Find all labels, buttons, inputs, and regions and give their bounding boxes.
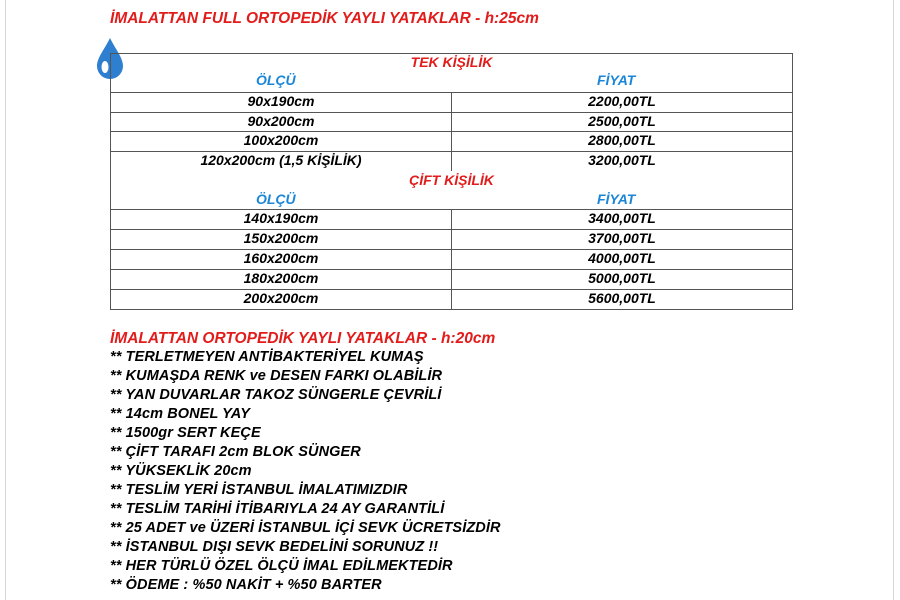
feature-item: ** 1500gr SERT KEÇE bbox=[110, 425, 261, 441]
section-title-second: İMALATTAN ORTOPEDİK YAYLI YATAKLAR - h:20cm bbox=[110, 330, 496, 347]
price-cell: 3700,00TL bbox=[588, 230, 656, 246]
size-cell: 120x200cm (1,5 KİŞİLİK) bbox=[200, 152, 362, 168]
column-header-size: ÖLÇÜ bbox=[256, 72, 296, 88]
feature-item: ** ÇİFT TARAFI 2cm BLOK SÜNGER bbox=[110, 444, 361, 460]
section-title-single: TEK KİŞİLİK bbox=[410, 54, 493, 70]
feature-item: ** YAN DUVARLAR TAKOZ SÜNGERLE ÇEVRİLİ bbox=[110, 387, 442, 403]
price-cell: 2500,00TL bbox=[588, 113, 656, 129]
feature-item: ** 14cm BONEL YAY bbox=[110, 406, 251, 422]
section-title-double: ÇİFT KİŞİLİK bbox=[409, 172, 494, 188]
size-cell: 150x200cm bbox=[243, 230, 319, 246]
size-cell: 180x200cm bbox=[243, 270, 319, 286]
price-cell: 3400,00TL bbox=[588, 210, 656, 226]
price-cell: 5000,00TL bbox=[588, 270, 656, 286]
price-cell: 5600,00TL bbox=[588, 290, 656, 306]
size-cell: 90x200cm bbox=[247, 113, 315, 129]
feature-item: ** TESLİM TARİHİ İTİBARIYLA 24 AY GARANTİLİ bbox=[110, 501, 445, 517]
feature-item: ** HER TÜRLÜ ÖZEL ÖLÇÜ İMAL EDİLMEKTEDİR bbox=[110, 558, 453, 574]
feature-list bbox=[110, 348, 501, 595]
feature-item: ** KUMAŞDA RENK ve DESEN FARKI OLABİLİR bbox=[110, 368, 443, 384]
price-table bbox=[110, 53, 793, 310]
feature-item: ** YÜKSEKLİK 20cm bbox=[110, 463, 252, 479]
size-cell: 100x200cm bbox=[243, 132, 319, 148]
price-cell: 2800,00TL bbox=[588, 132, 656, 148]
feature-item: ** TERLETMEYEN ANTİBAKTERİYEL KUMAŞ bbox=[110, 349, 424, 365]
column-header-price: FİYAT bbox=[597, 72, 636, 88]
size-cell: 140x190cm bbox=[243, 210, 319, 226]
size-cell: 200x200cm bbox=[243, 290, 319, 306]
column-header-size: ÖLÇÜ bbox=[256, 191, 296, 207]
feature-item: ** İSTANBUL DIŞI SEVK BEDELİNİ SORUNUZ !! bbox=[110, 539, 439, 555]
price-cell: 4000,00TL bbox=[588, 250, 656, 266]
column-header-price: FİYAT bbox=[597, 191, 636, 207]
feature-item: ** 25 ADET ve ÜZERİ İSTANBUL İÇİ SEVK ÜCRETSİZDİR bbox=[110, 520, 501, 536]
price-cell: 3200,00TL bbox=[588, 152, 656, 168]
price-cell: 2200,00TL bbox=[588, 93, 656, 109]
feature-item: ** ÖDEME : %50 NAKİT + %50 BARTER bbox=[110, 577, 382, 593]
page-title: İMALATTAN FULL ORTOPEDİK YAYLI YATAKLAR - h:25cm bbox=[110, 10, 539, 27]
feature-item: ** TESLİM YERİ İSTANBUL İMALATIMIZDIR bbox=[110, 482, 408, 498]
size-cell: 160x200cm bbox=[243, 250, 319, 266]
size-cell: 90x190cm bbox=[247, 93, 315, 109]
